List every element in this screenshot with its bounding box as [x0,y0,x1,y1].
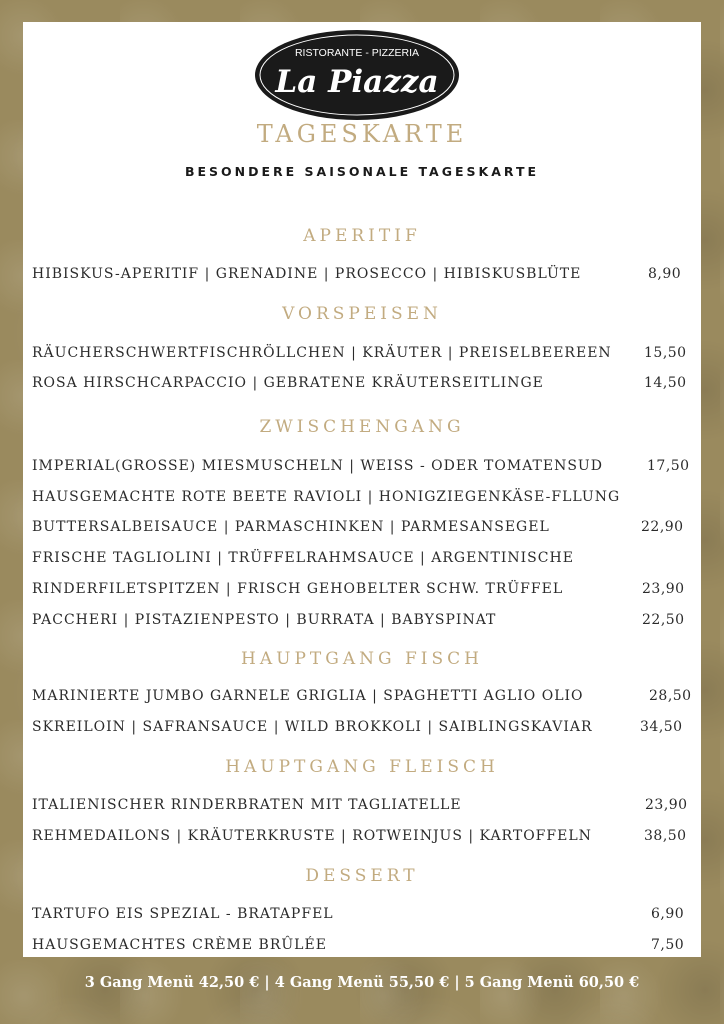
menu-item-price: 6,90 [651,906,685,922]
menu-item-price: 38,50 [644,828,687,844]
menu-item: SKREILOIN | SAFRANSAUCE | WILD BROKKOLI | SAIBLINGSKAVIAR [32,719,593,735]
menu-item: FRISCHE TAGLIOLINI | TRÜFFELRAHMSAUCE | ARGENTINISCHE [32,550,574,566]
menu-item-price: 14,50 [644,375,687,391]
menu-item: RINDERFILETSPITZEN | FRISCH GEHOBELTER SCHW. TRÜFFEL [32,581,564,597]
menu-item-price: 34,50 [640,719,683,735]
section-title-hauptgang-fleisch: HAUPTGANG FLEISCH [225,757,499,777]
menu-item: REHMEDAILONS | KRÄUTERKRUSTE | ROTWEINJUS | KARTOFFELN [32,828,592,844]
menu-item-price: 28,50 [649,688,692,704]
menu-item: PACCHERI | PISTAZIENPESTO | BURRATA | BABYSPINAT [32,612,497,628]
section-title-zwischengang: ZWISCHENGANG [259,417,465,437]
menu-item-price: 17,50 [647,458,690,474]
menu-item: ROSA HIRSCHCARPACCIO | GEBRATENE KRÄUTERSEITLINGE [32,375,544,391]
menu-item-price: 15,50 [644,345,687,361]
menu-item: RÄUCHERSCHWERTFISCHRÖLLCHEN | KRÄUTER | PREISELBEEREEN [32,345,612,361]
menu-item: HAUSGEMACHTES CRÈME BRÛLÉE [32,937,327,953]
menu-item: IMPERIAL(GROSSE) MIESMUSCHELN | WEISS - ODER TOMATENSUD [32,458,603,474]
section-title-aperitif: APERITIF [303,226,421,246]
logo-name: La Piazza [275,64,439,100]
la-piazza-logo [254,29,460,121]
menu-prices-footer: 3 Gang Menü 42,50 € | 4 Gang Menü 55,50 € | 5 Gang Menü 60,50 € [84,974,640,991]
menu-item-price: 8,90 [648,266,682,282]
menu-item-price: 23,90 [642,581,685,597]
menu-item: HIBISKUS-APERITIF | GRENADINE | PROSECCO | HIBISKUSBLÜTE [32,266,582,282]
page-subtitle: BESONDERE SAISONALE TAGESKARTE [184,164,540,179]
menu-item: BUTTERSALBEISAUCE | PARMASCHINKEN | PARMESANSEGEL [32,519,550,535]
menu-item: HAUSGEMACHTE ROTE BEETE RAVIOLI | HONIGZIEGENKÄSE-FLLUNG [32,489,621,505]
menu-item-price: 23,90 [645,797,688,813]
menu-item: MARINIERTE JUMBO GARNELE GRIGLIA | SPAGHETTI AGLIO OLIO [32,688,584,704]
section-title-vorspeisen: VORSPEISEN [282,304,442,324]
menu-item: ITALIENISCHER RINDERBRATEN MIT TAGLIATELLE [32,797,462,813]
section-title-dessert: DESSERT [305,866,419,886]
page-title: TAGESKARTE [256,120,468,148]
menu-item-price: 22,90 [641,519,684,535]
logo-top-text: RISTORANTE - PIZZERIA [294,47,420,59]
menu-item-price: 7,50 [651,937,685,953]
menu-item-price: 22,50 [642,612,685,628]
menu-item: TARTUFO EIS SPEZIAL - BRATAPFEL [32,906,334,922]
section-title-hauptgang-fisch: HAUPTGANG FISCH [241,649,483,669]
